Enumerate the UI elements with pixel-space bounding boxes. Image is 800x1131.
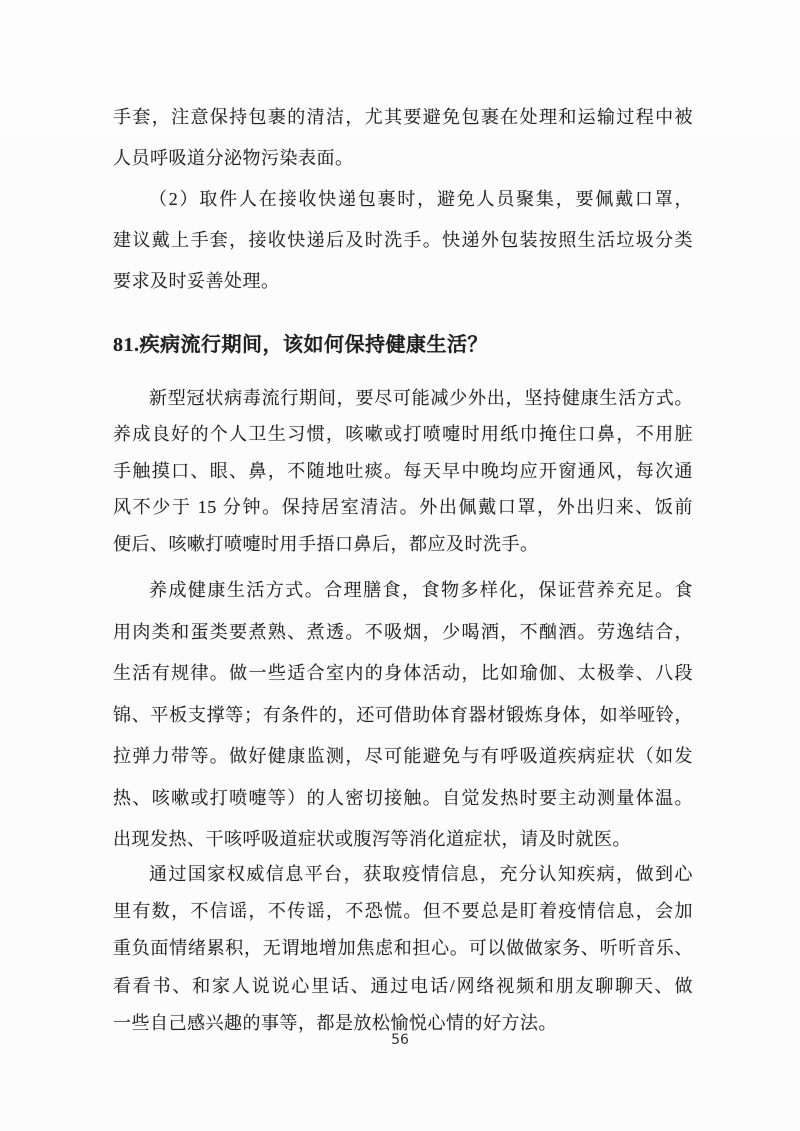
text-line: 用肉类和蛋类要煮熟、煮透。不吸烟，少喝酒，不酗酒。劳逸结合， [113,621,693,642]
text-line: 重负面情绪累积，无谓地增加焦虑和担心。可以做做家务、听听音乐、 [113,938,693,959]
text-line: 里有数，不信谣，不传谣，不恐慌。但不要总是盯着疫情信息，会加 [113,901,693,922]
text-line: 要求及时妥善处理。 [113,271,280,291]
text-line: 养成良好的个人卫生习惯，咳嗽或打喷嚏时用纸巾掩住口鼻，不用脏 [113,424,693,445]
page-number: 56 [391,1032,409,1048]
text-line: 风不少于 15 分钟。保持居室清洁。外出佩戴口罩，外出归来、饭前 [113,497,693,518]
text-line: 生活有规律。做一些适合室内的身体活动，比如瑜伽、太极拳、八段 [113,663,693,683]
paragraph-express-package-handling [113,97,693,302]
text-line: 热、咳嗽或打喷嚏等）的人密切接触。自觉发热时要主动测量体温。 [113,787,693,808]
paragraph-epidemic-information-mindset [113,856,693,1042]
text-line: （2）取件人在接收快递包裹时，避免人员聚集，要佩戴口罩， [149,189,693,209]
text-line: 新型冠状病毒流行期间，要尽可能减少外出，坚持健康生活方式。 [149,388,693,408]
text-line: 手触摸口、眼、鼻，不随地吐痰。每天早中晚均应开窗通风，每次通 [113,460,693,481]
question-81-heading: 81.疾病流行期间，该如何保持健康生活？ [113,334,488,356]
text-line: 便后、咳嗽打喷嚏时用手捂口鼻后，都应及时洗手。 [113,533,539,554]
text-line: 建议戴上手套，接收快递后及时洗手。快递外包装按照生活垃圾分类 [113,230,693,250]
text-line: 手套，注意保持包裹的清洁，尤其要避免包裹在处理和运输过程中被 [113,107,693,127]
text-line: 拉弹力带等。做好健康监测，尽可能避免与有呼吸道疾病症状（如发 [113,746,693,766]
text-line: 人员呼吸道分泌物污染表面。 [113,148,354,168]
text-line: 一些自己感兴趣的事等，都是放松愉悦心情的好方法。 [113,1012,557,1033]
text-line: 看看书、和家人说说心里话、通过电话/网络视频和朋友聊聊天、做 [113,975,693,996]
text-line: 锦、平板支撑等；有条件的，还可借助体育器材锻炼身体，如举哑铃， [113,704,693,725]
text-line: 养成健康生活方式。合理膳食，食物多样化，保证营养充足。食 [149,580,693,600]
text-line: 通过国家权威信息平台，获取疫情信息，充分认知疾病，做到心 [149,864,693,884]
paragraph-healthy-lifestyle-monitoring [113,570,693,861]
paragraph-reduce-outings-hygiene [113,380,693,562]
text-line: 出现发热、干咳呼吸道症状或腹泻等消化道症状，请及时就医。 [113,829,631,849]
